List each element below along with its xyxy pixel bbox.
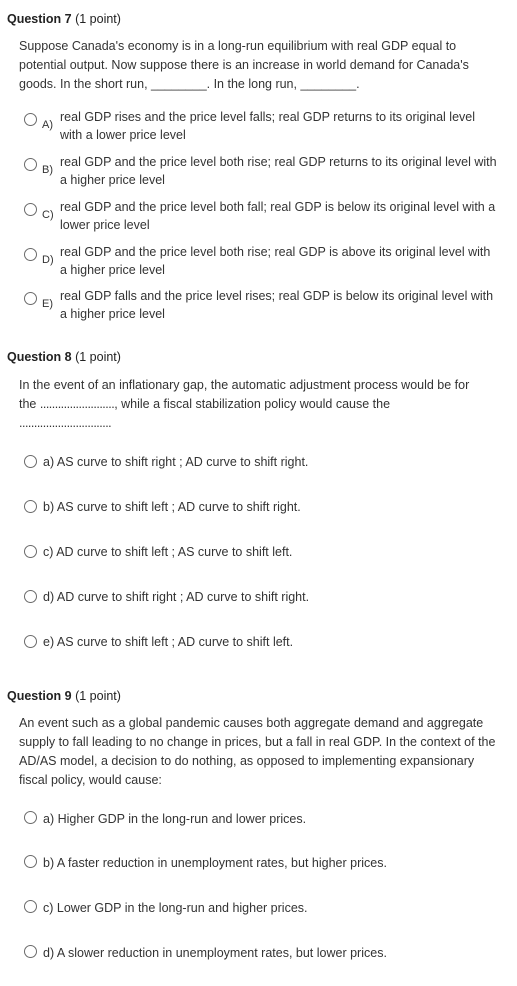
option-text: c) Lower GDP in the long-run and higher prices. <box>43 901 308 915</box>
radio-button[interactable] <box>24 158 37 171</box>
question-9-title: Question 9 (1 point) <box>7 689 121 703</box>
option-text: d) AD curve to shift right ; AD curve to shift right. <box>43 590 310 604</box>
radio-button[interactable] <box>24 855 37 868</box>
question-8-points: (1 point) <box>75 350 121 364</box>
radio-button[interactable] <box>24 590 37 603</box>
radio-button[interactable] <box>24 113 37 126</box>
answer-blank-2: ............................... <box>19 416 112 430</box>
question-7-text: Suppose Canada's economy is in a long-run equilibrium with real GDP equal to potential output. Now suppose there is an increase in world demand for Canada's goods. In the short run, ________. In the long run, ________. <box>19 39 469 91</box>
option-text: a) AS curve to shift right ; AD curve to shift right. <box>43 455 309 469</box>
question-9-points: (1 point) <box>75 689 121 703</box>
option-text: a) Higher GDP in the long-run and lower prices. <box>43 812 307 826</box>
question-7-points: (1 point) <box>75 12 121 26</box>
radio-button[interactable] <box>24 455 37 468</box>
question-9-text: An event such as a global pandemic causes both aggregate demand and aggregate supply to fall leading to no change in prices, but a fall in real GDP. In the context of the AD/AS model, a decision to do nothing, as opposed to implementing expansionary fiscal policy, would cause: <box>19 716 496 787</box>
option-letter: A) <box>42 119 53 131</box>
question-8-text-line-1: In the event of an inflationary gap, the automatic adjustment process would be for <box>19 378 470 392</box>
option-text: b) AS curve to shift left ; AD curve to shift right. <box>43 500 301 514</box>
option-text: real GDP and the price level both rise; real GDP returns to its original level with a higher price level <box>60 155 497 187</box>
question-8-text-line-2: the ........................., while a fiscal stabilization policy would cause the <box>19 395 390 414</box>
radio-button[interactable] <box>24 545 37 558</box>
option-text: d) A slower reduction in unemployment rates, but lower prices. <box>43 946 387 960</box>
option-text: c) AD curve to shift left ; AS curve to shift left. <box>43 545 293 559</box>
option-letter: E) <box>42 298 53 310</box>
question-7-title: Question 7 (1 point) <box>7 12 121 26</box>
answer-blank-1: ......................... <box>39 397 115 411</box>
option-text: real GDP and the price level both rise; real GDP is above its original level with a higher price level <box>60 245 491 277</box>
question-8-text-line-3 <box>19 414 111 433</box>
question-8-title: Question 8 (1 point) <box>7 350 121 364</box>
option-text: real GDP rises and the price level falls; real GDP returns to its original level with a lower price level <box>60 110 475 142</box>
radio-button[interactable] <box>24 203 37 216</box>
radio-button[interactable] <box>24 945 37 958</box>
radio-button[interactable] <box>24 900 37 913</box>
radio-button[interactable] <box>24 292 37 305</box>
option-text: e) AS curve to shift left ; AD curve to shift left. <box>43 635 294 649</box>
option-text: real GDP falls and the price level rises; real GDP is below its original level with a higher price level <box>60 289 494 321</box>
option-letter: B) <box>42 164 53 176</box>
radio-button[interactable] <box>24 500 37 513</box>
option-text: real GDP and the price level both fall; real GDP is below its original level with a lower price level <box>60 200 496 232</box>
option-letter: D) <box>42 254 54 266</box>
radio-button[interactable] <box>24 248 37 261</box>
option-letter: C) <box>42 209 54 221</box>
option-text: b) A faster reduction in unemployment rates, but higher prices. <box>43 856 387 870</box>
radio-button[interactable] <box>24 635 37 648</box>
radio-button[interactable] <box>24 811 37 824</box>
